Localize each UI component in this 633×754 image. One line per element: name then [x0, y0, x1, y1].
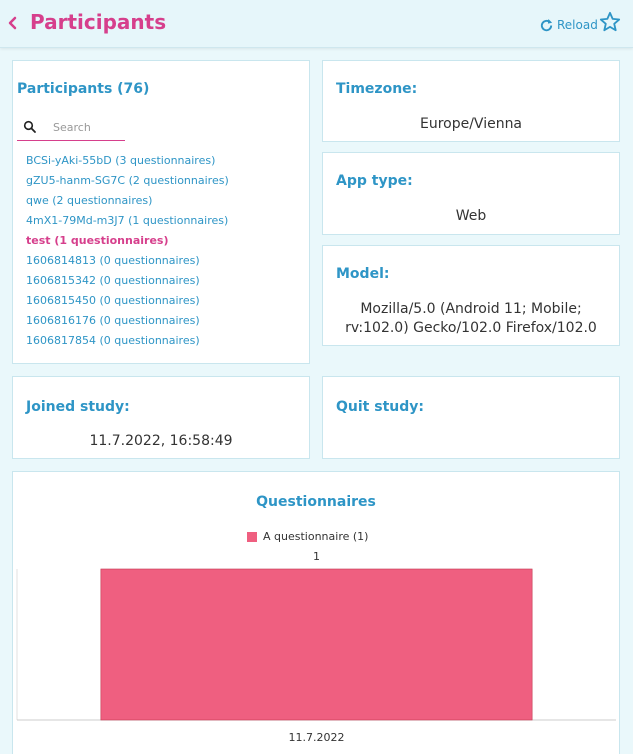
questionnaires-chart-card	[12, 471, 620, 754]
reload-button[interactable]	[539, 15, 598, 35]
participant-item[interactable]: 1606815342 (0 questionnaires)	[26, 274, 200, 287]
participants-heading: Participants (76)	[17, 81, 150, 97]
x-tick-label: 11.7.2022	[288, 731, 345, 744]
participants-list	[26, 151, 229, 351]
participant-item[interactable]: 1606814813 (0 questionnaires)	[26, 254, 200, 267]
quit-study-label: Quit study:	[336, 399, 424, 415]
model-value-line1: Mozilla/5.0 (Android 11; Mobile;	[360, 301, 582, 317]
joined-study-label: Joined study:	[26, 399, 130, 415]
search-field[interactable]	[17, 114, 125, 141]
participant-item[interactable]: 1606817854 (0 questionnaires)	[26, 334, 200, 347]
timezone-label: Timezone:	[336, 81, 418, 97]
app-header	[0, 0, 633, 48]
back-chevron-icon[interactable]	[6, 10, 20, 36]
search-input[interactable]	[53, 118, 123, 136]
app-type-card	[322, 152, 620, 235]
app-type-label: App type:	[336, 173, 413, 189]
participant-item[interactable]: BCSi-yAki-55bD (3 questionnaires)	[26, 154, 216, 167]
participants-card	[12, 60, 310, 364]
bar-data-label: 1	[313, 550, 320, 563]
legend-label: A questionnaire (1)	[263, 530, 369, 543]
joined-study-value: 11.7.2022, 16:58:49	[89, 433, 233, 449]
quit-study-card	[322, 376, 620, 459]
favorite-star-icon[interactable]	[599, 11, 621, 33]
chart-title: Questionnaires	[256, 494, 376, 510]
participant-item[interactable]: 1606815450 (0 questionnaires)	[26, 294, 200, 307]
participant-item[interactable]: gZU5-hanm-SG7C (2 questionnaires)	[26, 174, 229, 187]
app-type-value: Web	[455, 208, 487, 224]
timezone-value: Europe/Vienna	[419, 116, 523, 132]
search-icon	[23, 120, 37, 134]
participant-item[interactable]: qwe (2 questionnaires)	[26, 194, 153, 207]
page-title: Participants	[30, 10, 167, 34]
bar	[101, 569, 532, 720]
timezone-card	[322, 60, 620, 142]
model-label: Model:	[336, 266, 390, 282]
reload-label: Reload	[557, 18, 598, 32]
participant-item[interactable]: test (1 questionnaires)	[26, 234, 169, 247]
participant-item[interactable]: 1606816176 (0 questionnaires)	[26, 314, 200, 327]
reload-icon	[539, 18, 554, 33]
model-card	[322, 245, 620, 346]
model-value-line2: rv:102.0) Gecko/102.0 Firefox/102.0	[345, 320, 597, 336]
participant-item[interactable]: 4mX1-79Md-m3J7 (1 questionnaires)	[26, 214, 229, 227]
joined-study-card	[12, 376, 310, 459]
questionnaires-chart	[13, 472, 619, 754]
